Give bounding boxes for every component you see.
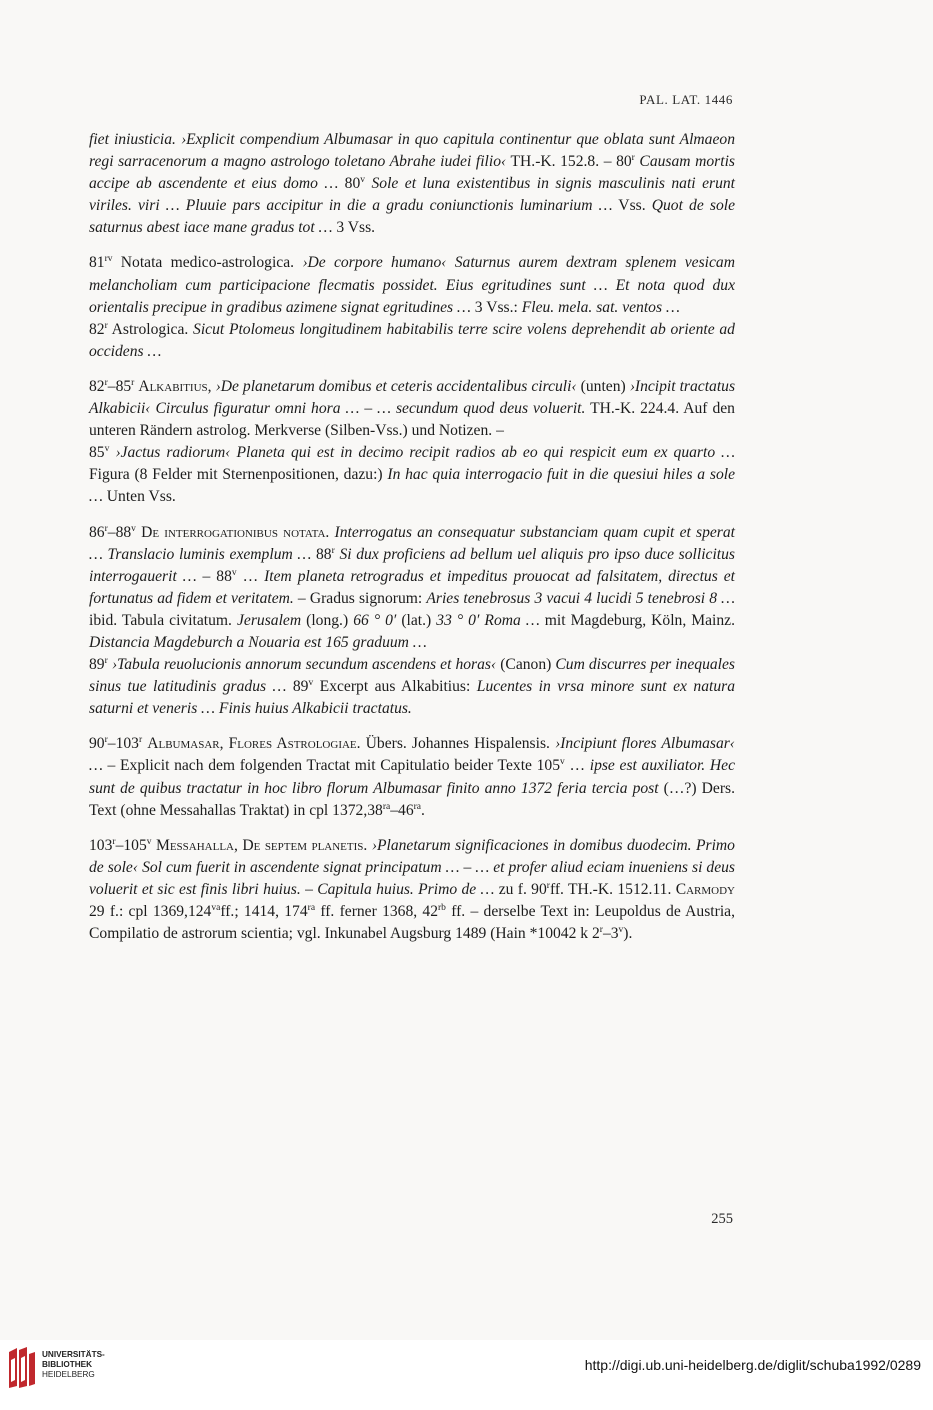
entry-text-segment: 85 (89, 444, 105, 462)
entry-text-segment: ›Incipit tractatus Alkabicii‹ Circulus figuratur omni hora … – … secundum quod deus voluerit. (89, 377, 736, 418)
catalog-text (89, 129, 735, 945)
entry-text-segment: De interrogationibus notata (141, 523, 326, 541)
entry-text-segment: Interrogatus an consequatur substanciam quam cupit et sperat … Translacio luminis exemplum … (89, 523, 736, 563)
catalog-entry-p1 (89, 129, 735, 239)
entry-text-segment: (Canon) (496, 656, 556, 674)
entry-text-segment: 80 (338, 175, 361, 193)
entry-text-segment: r (112, 836, 116, 847)
entry-text-segment: mit Magdeburg, Köln, Mainz. (539, 611, 735, 629)
entry-text-segment: Cum discurres per inequales sinus tue latitudinis gradus … (89, 656, 735, 696)
entry-text-segment: r (138, 735, 143, 746)
entry-text-segment: ›Incipiunt flores Albumasar‹ … (89, 735, 735, 775)
entry-text-segment: zu f. 90 (494, 880, 547, 898)
catalog-entry-p9 (89, 835, 735, 945)
entry-text-segment: –3 (602, 925, 619, 943)
logo-line-3: HEIDELBERG (42, 1370, 95, 1379)
entry-text-segment: ff. TH.-K. 1512.11. (549, 880, 676, 898)
logo-line-2: BIBLIOTHEK (42, 1360, 93, 1369)
entry-text-segment: Carmody (675, 880, 735, 898)
entry-text-segment: Alkabitius (138, 377, 208, 395)
entry-text-segment: Item planeta retrogradus et impeditus prouocat ad falsitatem, directus et fortunatus ad fidem et veritatem. (89, 567, 735, 607)
entry-text-segment: 89 (89, 656, 105, 674)
entry-text-segment: –103 (107, 735, 139, 753)
entry-text-segment: … (564, 757, 590, 775)
entry-text-segment: ›Planetarum significaciones in domibus duodecim. Primo de sole‹ Sol cum fuerit in ascendente signat principatum … – … et profer aliud eciam inueniens si deus voluerit et sic est finis libri huius. – Capitula huius. Primo de … (89, 836, 735, 898)
entry-text-segment: Excerpt aus Alkabitius: (313, 678, 477, 696)
entry-text-segment: Si dux proficiens ad bellum uel aliquis pro ipso duce sollicitus interrogauerit … (89, 545, 735, 585)
entry-text-segment: Lucentes in vrsa minore sunt ex natura saturni et veneris … Finis huius Alkabicii tractatus. (89, 678, 735, 718)
entry-text-segment: r (546, 880, 550, 891)
entry-text-segment: v (308, 678, 314, 689)
entry-text-segment: v (618, 925, 624, 936)
entry-text-segment: Sicut Ptolomeus longitudinem habitabilis terre scire volens deprehendit ab oriente ad occidens … (89, 320, 735, 360)
entry-text-segment: ra (413, 801, 422, 812)
entry-text-segment: va (211, 903, 221, 913)
logo-line-1: UNIVERSITÄTS- (42, 1350, 105, 1359)
entry-text-segment: 81 (89, 254, 105, 272)
entry-text-segment: Albumasar, Flores Astrologiae (147, 735, 357, 753)
entry-text-segment: ff. – derselbe Text in: Leupoldus de Austria, Compilatio de astrorum scientia; vgl. Inkunabel Augsburg 1489 (Hain *10042 k 2 (89, 903, 735, 943)
entry-text-segment: (…?) Ders. Text (ohne Messahallas Traktat) in cpl 1372,38 (89, 779, 735, 819)
entry-text-segment: r (104, 735, 108, 746)
entry-text-segment: 3 Vss. (332, 219, 376, 237)
catalog-entry-p5 (89, 442, 735, 508)
running-title: PAL. LAT. 1446 (639, 92, 733, 107)
entry-text-segment: . (363, 836, 372, 854)
entry-text-segment: –105 (115, 836, 147, 854)
entry-text-segment: 82 (89, 377, 105, 395)
entry-text-segment: Jerusalem (237, 611, 302, 629)
entry-text-segment: v (231, 567, 237, 578)
entry-text-segment: 3 Vss.: (470, 298, 522, 316)
entry-text-segment: Figura (8 Felder mit Sternenpositionen, dazu:) (89, 466, 388, 484)
entry-text-segment: (long.) (301, 611, 354, 629)
entry-text-segment: ›De corpore humano‹ Saturnus aurem dextram splenem vesicam melancholiam cum participacione flecmatis possidet. Eius egritudines sunt … Et nota quod dux orientalis precipue in gradibus azimene signat egritudines … (89, 254, 735, 316)
source-url-link[interactable]: http://digi.ub.uni-heidelberg.de/diglit/schuba1992/0289 (584, 1357, 921, 1373)
entry-text-segment: Messahalla, De septem planetis (155, 836, 364, 854)
entry-text-segment: – Gradus signorum: (293, 589, 427, 607)
entry-text-segment: ). (623, 925, 633, 943)
entry-text-segment: ipse est auxiliator. Hec sunt de quibus tractatur in hoc libro florum Albumasar finito anno 1372 feria tercia post (89, 757, 735, 797)
entry-text-segment: – 88 (196, 567, 232, 585)
entry-text-segment: TH.-K. 224.4. Auf den unteren Rändern astrolog. Merkverse (Silben-Vss.) und Notizen. – (89, 400, 735, 440)
entry-text-segment: 66 ° 0′ (353, 611, 397, 629)
entry-text-segment: Causam mortis accipe ab ascendente et eius domo … (89, 153, 735, 193)
entry-text-segment: , (207, 377, 216, 395)
footer-bar (0, 1340, 933, 1410)
entry-text-segment: v (560, 757, 565, 768)
entry-text-segment: r (599, 925, 603, 936)
entry-text-segment: ›Tabula reuolucionis annorum secundum ascendens et horas‹ (111, 656, 497, 674)
entry-text-segment: … (236, 567, 265, 585)
entry-text-segment: v (104, 444, 110, 455)
page-number: 255 (711, 1211, 733, 1227)
catalog-entry-p2 (89, 252, 735, 318)
catalog-entry-p4 (89, 376, 735, 442)
entry-text-segment: v (131, 523, 136, 534)
entry-text-segment: r (331, 545, 335, 556)
entry-text-segment: v (146, 836, 152, 847)
entry-text-segment: –85 (107, 377, 132, 395)
entry-text-segment: (unten) (576, 377, 630, 395)
entry-text-segment: v (360, 175, 366, 186)
entry-text-segment: r (104, 523, 108, 534)
entry-text-segment: In hac quia interrogacio fuit in die quesiui hiles a sole … (89, 466, 735, 506)
entry-text-segment: r (104, 320, 108, 331)
entry-text-segment: 29 f.: cpl 1369,124 (89, 903, 212, 920)
entry-text-segment: fiet iniusticia. ›Explicit compendium Albumasar in quo capitula continentur que oblata sunt Almaeon regi sarracenorum a magno astrologo toletano Abrahe iudei filio‹ (89, 131, 735, 171)
entry-text-segment: (lat.) (396, 611, 437, 629)
entry-text-segment: ff. ferner 1368, 42 (315, 903, 439, 920)
entry-text-segment: Astrologica. (107, 320, 194, 338)
entry-text-segment: –46 (390, 801, 414, 819)
entry-text-segment: 33 ° 0′ Roma … (436, 611, 540, 629)
entry-text-segment: rb (438, 903, 446, 913)
entry-text-segment: Distancia Magdeburch a Nouaria est 165 graduum … (89, 633, 427, 651)
entry-text-segment: . (421, 801, 425, 819)
entry-text-segment: ra (382, 801, 391, 812)
library-logo-icon (7, 1346, 37, 1390)
catalog-entry-p7 (89, 654, 735, 720)
entry-text-segment: Fleu. mela. sat. ventos … (521, 298, 680, 316)
entry-text-segment: 89 (286, 678, 309, 696)
entry-text-segment: 103 (89, 836, 113, 854)
library-name (42, 1350, 105, 1380)
entry-text-segment: r (104, 656, 108, 667)
entry-text-segment: – Explicit nach dem folgenden Tractat mit Capitulatio beider Texte 105 (102, 757, 561, 775)
entry-text-segment: Sole et luna existentibus in signis masculinis nati erunt viriles. viri … Pluuie pars accipitur in die a gradu coniunctionis luminarium … (89, 175, 736, 215)
entry-text-segment: 82 (89, 320, 105, 338)
entry-text-segment: 88 (311, 545, 332, 563)
entry-text-segment: ›Jactus radiorum‹ Planeta qui est in decimo recipit radios ab eo qui respicit eum ex quarto … (115, 444, 735, 462)
entry-text-segment: Unten Vss. (102, 488, 176, 506)
entry-text-segment: . Übers. Johannes Hispalensis. (356, 735, 556, 753)
entry-text-segment: 90 (89, 735, 105, 753)
entry-text-segment: TH.-K. 152.8. – 80 (506, 153, 632, 171)
entry-text-segment: . (325, 523, 335, 541)
entry-text-segment: ibid. Tabula civitatum. (89, 611, 237, 629)
entry-text-segment: r (631, 153, 635, 164)
entry-text-segment: ff.; 1414, 174 (220, 903, 308, 920)
entry-text-segment: r (131, 377, 135, 388)
entry-text-segment: ›De planetarum domibus et ceteris accidentalibus circuli‹ (215, 377, 577, 395)
entry-text-segment: 86 (89, 523, 105, 541)
entry-text-segment: Quot de sole saturnus abest iace mane gradus tot … (89, 197, 735, 237)
entry-text-segment: Aries tenebrosus 3 vacui 4 lucidi 5 tenebrosi 8 … (426, 589, 736, 607)
catalog-entry-p3 (89, 319, 735, 363)
entry-text-segment: ra (307, 903, 316, 913)
entry-text-segment: Vss. (612, 197, 652, 215)
library-logo[interactable] (7, 1346, 117, 1390)
entry-text-segment: r (104, 377, 108, 388)
entry-text-segment: Notata medico-astrologica. (112, 254, 303, 272)
entry-text-segment: rv (104, 254, 113, 265)
entry-text-segment: –88 (107, 523, 132, 541)
catalog-entry-p6 (89, 522, 735, 655)
catalog-entry-p8 (89, 733, 735, 821)
